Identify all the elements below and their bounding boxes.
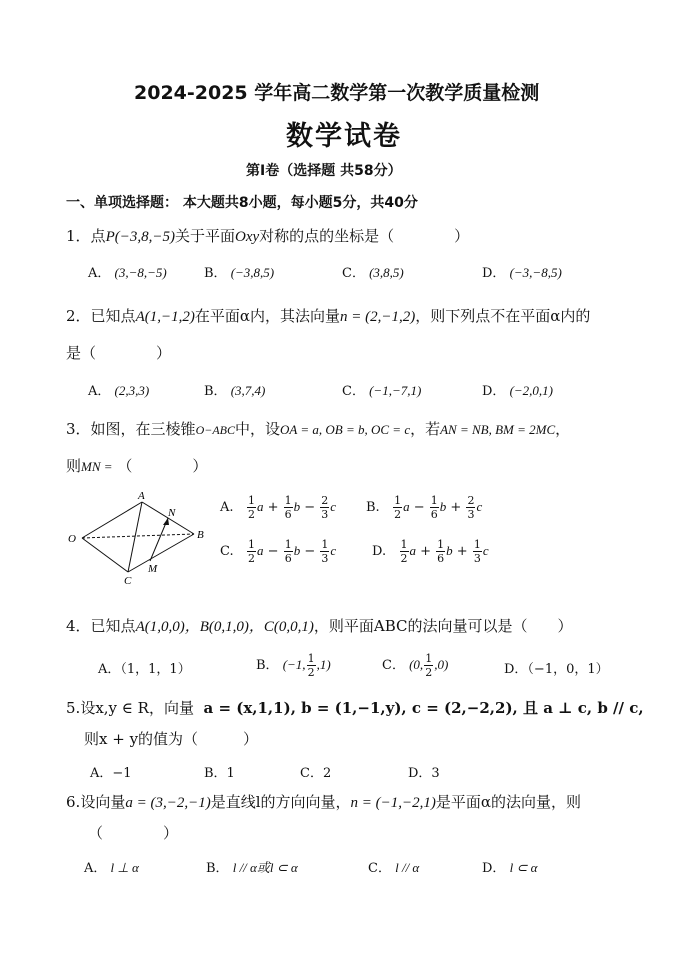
option-b: B． l // α或l ⊂ α [206, 860, 298, 876]
edge-ob [82, 534, 194, 538]
option-b: B. $\frac{1}{2}$ a − $\frac{1}{6}$ b + $\frac{2}{3}$ c [366, 494, 483, 521]
math-expression: n = (2,−1,2) [339, 309, 416, 325]
option-c: C． (−1,−7,1) [342, 383, 422, 399]
option-a: A．−1 [90, 766, 132, 781]
option-a: A． (2,3,3) [88, 383, 150, 399]
edge-oa [82, 502, 142, 538]
edge-cb [128, 534, 194, 572]
question-5: 5.设x,y ∈ R，向量 a = (x,1,1), b = (1,−1,y), c = (2,−2,2), 且 a ⊥ c, b // c, [66, 699, 644, 717]
option-c: C． l // α [368, 860, 420, 876]
math-expression: A(1,−1,2) [135, 309, 195, 325]
question-6: 6.设向量a = (3,−2,−1)是直线l的方向向量，n = (−1,−2,1)是平面α的法向量，则 [66, 793, 581, 811]
option-a: A． (3,−8,−5) [88, 265, 167, 281]
option-b: B． (3,7,4) [204, 383, 266, 399]
math-expression: Oxy [234, 229, 260, 245]
option-b: B． (−3,8,5) [204, 265, 275, 281]
option-b: B． (−1, $\frac{1}{2}$ ,1) [256, 652, 331, 679]
question-number: 1． [66, 227, 91, 245]
math-expression: AN = NB, BM = 2MC [440, 422, 556, 437]
label-o: O [68, 533, 76, 545]
math-expression: OA = a, OB = b, OC = c [280, 422, 411, 437]
option-d: D．（−1，0，1） [504, 662, 609, 677]
label-m: M [148, 563, 158, 575]
option-b: B．1 [204, 766, 235, 781]
part-title: 第Ⅰ卷（选择题 共58分） [246, 163, 402, 179]
option-c: C．2 [300, 766, 332, 781]
option-c: C. $\frac{1}{2}$ a − $\frac{1}{6}$ b − $\frac{1}{3}$ c [220, 538, 337, 565]
option-d: D．3 [408, 766, 440, 781]
option-d: D． (−3,−8,5) [482, 265, 562, 281]
math-expression: O−ABC [195, 423, 235, 437]
question-text: 关于平面 [174, 227, 235, 245]
question-text: 对称的点的坐标是（ ） [259, 227, 470, 245]
option-a: A． l ⊥ α [84, 860, 139, 876]
question-3-line2: 则MN = （ ） [66, 457, 208, 475]
subject-title: 数学试卷 [286, 121, 402, 152]
math-expression: MN = [81, 459, 113, 474]
exam-title: 2024-2025 学年高二数学第一次教学质量检测 [134, 82, 540, 104]
question-1 [66, 225, 469, 246]
option-a: A. $\frac{1}{2}$ a + $\frac{1}{6}$ b − $\frac{2}{3}$ c [220, 494, 337, 521]
label-n: N [168, 507, 176, 519]
math-expression: n = (−1,−2,1) [350, 795, 436, 811]
edge-ac [128, 502, 142, 572]
math-expression: a = (x,1,1), b = (1,−1,y), c = (2,−2,2), 且 a ⊥ c, b // c, [203, 699, 644, 717]
question-text: 点 [90, 227, 106, 245]
option-c: C． (3,8,5) [342, 265, 404, 281]
option-d: D. $\frac{1}{2}$ a + $\frac{1}{6}$ b + $\frac{1}{3}$ c [372, 538, 489, 565]
question-4: 4．已知点A(1,0,0)，B(0,1,0)，C(0,0,1)，则平面ABC的法向量可以是（ ） [66, 617, 573, 635]
section-heading: 一、单项选择题： 本大题共8小题，每小题5分，共40分 [66, 195, 418, 211]
question-2-line2: 是（ ） [66, 344, 172, 362]
option-d: D． (−2,0,1) [482, 383, 554, 399]
math-expression: P(−3,8,−5) [105, 229, 175, 245]
math-expression: a = (3,−2,−1) [125, 795, 211, 811]
option-a: A．（1，1，1） [98, 662, 191, 677]
edge-oc [82, 538, 128, 572]
label-b: B [197, 529, 204, 541]
question-3: 3．如图，在三棱锥O−ABC中，设OA = a, OB = b, OC = c，若AN = NB, BM = 2MC， [66, 420, 571, 438]
option-d: D． l ⊂ α [482, 860, 538, 876]
label-c: C [124, 575, 132, 586]
question-2: 2．已知点A(1,−1,2)在平面α内，其法向量n = (2,−1,2)，则下列点不在平面α内的 [66, 307, 591, 325]
question-6-line2: （ ） [88, 824, 179, 842]
math-expression: A(1,0,0)，B(0,1,0)，C(0,0,1) [135, 619, 314, 635]
label-a: A [138, 490, 145, 502]
arrowhead [163, 518, 169, 525]
question-5-line2: 则x + y的值为（ ） [84, 730, 259, 748]
tetrahedron-figure [62, 488, 212, 586]
option-c: C． (0, $\frac{1}{2}$ ,0) [382, 652, 449, 679]
